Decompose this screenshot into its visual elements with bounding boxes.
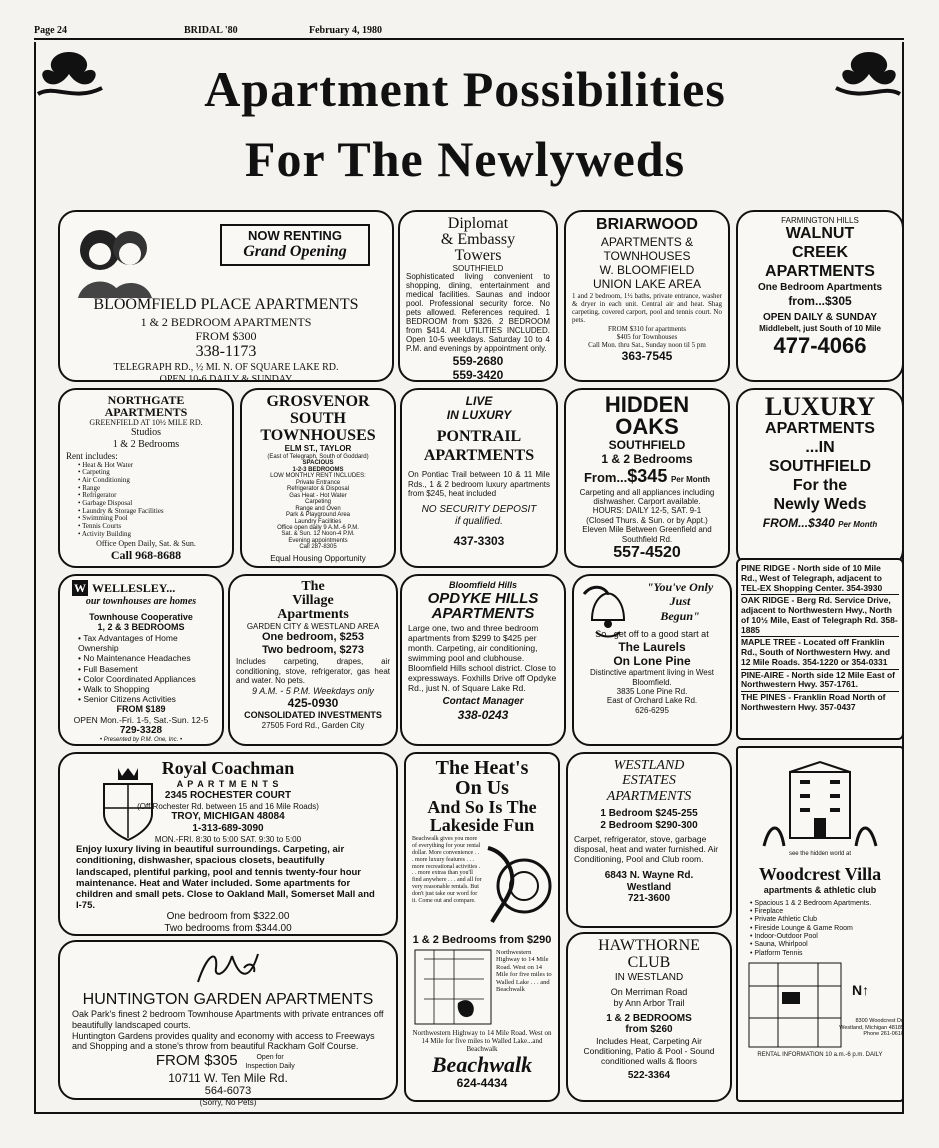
list-item: PINE RIDGE - North side of 10 Mile Rd., West of Telegraph, adjacent to TEL-EX Shopping Center. 354-3930 xyxy=(741,563,899,595)
pontrail-qualified: if qualified. xyxy=(455,516,503,528)
list-item: • Platform Tennis xyxy=(750,950,896,958)
briarwood-line5: UNION LAKE AREA xyxy=(592,277,702,292)
ad-diplomat-embassy xyxy=(398,210,558,382)
lotus-ornament-right-icon xyxy=(834,44,904,106)
hawthorne-beds: 1 & 2 BEDROOMS xyxy=(606,1012,692,1024)
beachwalk-phone: 624-4434 xyxy=(456,1076,508,1091)
luxury-apartments: APARTMENTS xyxy=(765,420,875,437)
grand-opening-badge xyxy=(220,224,370,266)
walnut-phone: 477-4066 xyxy=(773,333,867,359)
list-item: • Heat & Hot Water xyxy=(78,462,226,470)
ad-huntington-garden xyxy=(58,940,398,1107)
lotus-ornament-left-icon xyxy=(34,44,104,106)
grosvenor-line: LOW MONTHLY RENT INCLUDES: xyxy=(270,473,366,480)
luxury-city: SOUTHFIELD xyxy=(768,457,872,475)
royal-address: 2345 ROCHESTER COURT xyxy=(164,789,292,801)
thermostat-hand-icon xyxy=(484,838,558,930)
wellesley-hours: OPEN Mon.-Fri. 1-5, Sat.-Sun. 12-5 xyxy=(73,714,209,725)
ad-pine-listings xyxy=(736,558,904,740)
beachwalk-map-icon xyxy=(414,949,492,1025)
luxury-per-month: Per Month xyxy=(838,520,878,530)
village-hours: 9 A.M. - 5 P.M. Weekdays only xyxy=(252,685,374,696)
luxury-title: LUXURY xyxy=(764,392,876,421)
royal-phone: 1-313-689-3090 xyxy=(192,822,264,834)
woodcrest-address: 8300 Woodcrest Dr. xyxy=(855,1018,904,1025)
opdyke-name1: OPDYKE HILLS xyxy=(427,589,539,607)
laurels-address: 3835 Lone Pine Rd. xyxy=(616,686,688,696)
westland-body: Carpet, refrigerator, stove, garbage disposal, heat and water furnished. Air Conditioning, Pool and Club room. xyxy=(574,833,719,864)
hidden-oaks-price: $345 xyxy=(627,466,668,487)
wellesley-price: FROM $189 xyxy=(116,704,166,715)
diplomat-phone2: 559-3420 xyxy=(452,368,504,383)
wellesley-coop: Townhouse Cooperative xyxy=(89,611,193,622)
northgate-location: GREENFIELD AT 10½ MILE RD. xyxy=(89,418,203,427)
wedding-bells-icon xyxy=(582,580,636,640)
grosvenor-line: Carpeting xyxy=(304,499,331,506)
ad-grosvenor xyxy=(240,388,396,568)
beachwalk-name: Beachwalk xyxy=(431,1052,533,1078)
briarwood-price1: FROM $310 for apartments xyxy=(608,324,686,333)
westland-address: 6843 N. Wayne Rd. xyxy=(604,869,694,881)
village-company: CONSOLIDATED INVESTMENTS xyxy=(244,710,382,721)
ad-northgate xyxy=(58,388,234,568)
hg-monogram-icon xyxy=(188,946,268,988)
list-item: • Walk to Shopping xyxy=(78,684,216,694)
laurels-street: On Lone Pine xyxy=(613,653,691,668)
list-item: • Swimming Pool xyxy=(78,515,226,523)
hidden-oaks-location: Eleven Mile Between Greenfield and Southfield Rd. xyxy=(582,525,712,544)
hawthorne-price: from $260 xyxy=(625,1024,673,1036)
bloomfield-phone: 338-1173 xyxy=(195,343,257,361)
hidden-oaks-body: Carpeting and all appliances including dishwasher. Carport available. xyxy=(579,487,715,506)
beachwalk-body: Beachwalk gives you more of everything for your rental dollar. More convenience . . . more luxury features . . . more recreational activities . . . more extras than you'll find anywhere . . . and all for very reasonable rentals. But don't just take our word for it. Come out and compare. xyxy=(412,836,482,905)
royal-hours: MON.-FRI. 8:30 to 5:00 SAT. 9:30 to 5:00 xyxy=(154,834,302,844)
list-item: THE PINES - Franklin Road North of Northwestern Hwy. 357-0437 xyxy=(741,692,886,712)
list-item: • Sauna, Whirlpool xyxy=(750,941,896,949)
ad-westland-estates xyxy=(566,752,732,928)
list-item: • Indoor-Outdoor Pool xyxy=(750,933,896,941)
grosvenor-line: Refrigerator & Disposal xyxy=(286,486,350,493)
woodcrest-see: see the hidden world at xyxy=(788,850,852,857)
woodcrest-building-icon xyxy=(760,762,880,848)
village-name3: Apartments xyxy=(277,607,349,622)
section-name: BRIDAL '80 xyxy=(184,25,238,36)
grosvenor-line: SPACIOUS xyxy=(302,460,334,467)
walnut-city: FARMINGTON HILLS xyxy=(781,216,859,225)
village-address: 27505 Ford Rd., Garden City xyxy=(261,721,365,731)
ad-the-laurels xyxy=(572,574,732,746)
grosvenor-name2: SOUTH xyxy=(289,409,346,427)
ad-hidden-oaks xyxy=(564,388,730,568)
list-item: • Refrigerator xyxy=(78,492,226,500)
northgate-amenities xyxy=(66,462,226,539)
pontrail-no-deposit: NO SECURITY DEPOSIT xyxy=(421,504,537,516)
ad-wellesley xyxy=(58,574,224,746)
hawthorne-location: On Merriman Road xyxy=(610,987,688,998)
page-header xyxy=(34,24,904,40)
list-item: • Tennis Courts xyxy=(78,523,226,531)
list-item: • Full Basement xyxy=(78,664,216,674)
list-item: • Spacious 1 & 2 Bedroom Apartments. xyxy=(750,900,896,908)
hidden-oaks-per-month: Per Month xyxy=(670,475,711,485)
woodcrest-map-icon xyxy=(748,962,842,1048)
huntington-body1: Oak Park's finest 2 bedroom Townhouse Apartments with private entrances off beautifully landscaped courts. xyxy=(72,1009,384,1031)
beachwalk-beds: 1 & 2 Bedrooms from $290 xyxy=(412,934,552,946)
briarwood-phone: 363-7545 xyxy=(621,349,673,364)
grosvenor-line: Private Entrance xyxy=(295,479,341,486)
bloomfield-type: 1 & 2 BEDROOM APARTMENTS xyxy=(140,314,312,329)
northgate-phone: Call 968-8688 xyxy=(110,547,182,562)
laurels-slogan1: "You've Only xyxy=(646,580,714,594)
pontrail-live: LIVE xyxy=(465,394,493,408)
diplomat-city: SOUTHFIELD xyxy=(452,264,504,273)
westland-name1: WESTLAND xyxy=(613,758,685,773)
hawthorne-phone: 522-3364 xyxy=(627,1070,671,1082)
woodcrest-phone: Phone 261-0610 xyxy=(863,1030,904,1037)
list-item: • Fireside Lounge & Game Room xyxy=(750,925,896,933)
westland-name2: ESTATES xyxy=(622,773,676,789)
hidden-oaks-beds: 1 & 2 Bedrooms xyxy=(601,452,693,467)
hidden-oaks-city: SOUTHFIELD xyxy=(608,438,686,452)
wellesley-presented: • Presented by P.M. One, Inc. • xyxy=(99,736,183,743)
walnut-name2: CREEK xyxy=(791,244,848,262)
ad-pontrail xyxy=(400,388,558,568)
royal-two-bedrooms: Two bedrooms from $344.00 xyxy=(164,923,292,935)
laurels-intro: So...get off to a good start at xyxy=(595,629,709,640)
list-item: • Air Conditioning xyxy=(78,477,226,485)
northgate-name2: APARTMENTS xyxy=(104,405,188,419)
opdyke-phone: 338-0243 xyxy=(457,707,509,722)
beachwalk-head2: On Us xyxy=(455,777,509,799)
opdyke-name2: APARTMENTS xyxy=(431,604,535,622)
westland-two-bedroom: 2 Bedroom $290-300 xyxy=(600,819,698,831)
wellesley-logo-icon: W xyxy=(74,581,86,595)
ad-hawthorne-club xyxy=(566,932,732,1102)
list-item: • Range xyxy=(78,485,226,493)
hidden-oaks-name2: OAKS xyxy=(615,414,679,439)
hawthorne-name1: HAWTHORNE xyxy=(598,937,700,954)
laurels-address2: East of Orchard Lake Rd. xyxy=(606,696,698,706)
huntington-note: (Sorry, No Pets) xyxy=(199,1097,257,1107)
briarwood-line3: TOWNHOUSES xyxy=(603,249,691,264)
hawthorne-name2: CLUB xyxy=(627,953,671,971)
pontrail-body: On Pontiac Trail between 10 & 11 Mile Rds., 1 & 2 bedroom luxury apartments from $245, heat included xyxy=(408,470,550,498)
list-item: • Activity Building xyxy=(78,531,226,539)
grosvenor-line: Laundry Facilities xyxy=(294,518,342,525)
pontrail-phone: 437-3303 xyxy=(453,533,505,548)
beachwalk-head3: And So Is The xyxy=(427,797,537,817)
beachwalk-head4: Lakeside Fun xyxy=(429,815,535,835)
village-name2: Village xyxy=(292,593,334,608)
list-item: • Carpeting xyxy=(78,469,226,477)
pontrail-name1: PONTRAIL xyxy=(436,428,522,446)
walnut-location: Middlebelt, just South of 10 Mile xyxy=(759,323,881,333)
laurels-slogan3: Begun" xyxy=(660,608,700,623)
opdyke-city: Bloomfield Hills xyxy=(448,580,517,590)
wellesley-name: WELLESLEY... xyxy=(92,581,176,595)
woodcrest-city: Westland, Michigan 48185 xyxy=(839,1024,904,1031)
hidden-oaks-name1: HIDDEN xyxy=(604,392,690,417)
grosvenor-line: Range and Oven xyxy=(295,505,341,512)
ad-beachwalk xyxy=(404,752,560,1102)
hawthorne-body: Includes Heat, Carpeting Air Conditioning, Patio & Pool - Sound conditioned walls & floors xyxy=(583,1036,715,1067)
bloomfield-location: TELEGRAPH RD., ½ MI. N. OF SQUARE LAKE RD. xyxy=(113,362,339,374)
hidden-oaks-from: From... xyxy=(583,470,628,486)
laurels-phone: 626-6295 xyxy=(635,705,669,715)
grosvenor-line: (East of Telegraph, South of Goddard) xyxy=(267,453,369,460)
hidden-oaks-hours: HOURS: DAILY 12-5, SAT. 9-1 xyxy=(592,506,702,516)
briarwood-line4: W. BLOOMFIELD xyxy=(599,263,695,278)
walnut-unit: One Bedroom Apartments xyxy=(757,282,883,294)
badge-text: NOW RENTING xyxy=(248,228,342,243)
hawthorne-location2: by Ann Arbor Trail xyxy=(613,998,685,1008)
woodcrest-features xyxy=(744,900,896,959)
walnut-name3: APARTMENTS xyxy=(765,263,875,281)
pontrail-luxury: IN LUXURY xyxy=(446,408,512,423)
westland-name3: APARTMENTS xyxy=(606,788,692,804)
westland-city: Westland xyxy=(626,881,672,893)
grosvenor-name3: TOWNHOUSES xyxy=(260,426,376,444)
grosvenor-name1: GROSVENOR xyxy=(266,393,370,410)
ad-bloomfield-place xyxy=(58,210,394,385)
grosvenor-line: Sat. & Sun. 12 Noon-4 P.M. xyxy=(281,531,355,538)
grosvenor-eho: Equal Housing Opportunity xyxy=(270,553,366,563)
huntington-name: HUNTINGTON GARDEN APARTMENTS xyxy=(82,990,374,1008)
laurels-body: Distinctive apartment living in West Bloomfield. xyxy=(590,668,714,687)
northgate-studios: Studios xyxy=(130,427,161,439)
northgate-rent-label: Rent includes: xyxy=(66,451,118,462)
ad-walnut-creek xyxy=(736,210,904,382)
grosvenor-line: Evening appointments xyxy=(288,537,348,544)
hawthorne-city: IN WESTLAND xyxy=(614,971,684,983)
briarwood-line2: APARTMENTS & xyxy=(600,234,694,249)
list-item: • Color Coordinated Appliances xyxy=(78,674,216,684)
luxury-for-the: For the xyxy=(792,476,848,494)
wellesley-tagline: our townhouses are homes xyxy=(85,596,197,607)
briarwood-body: 1 and 2 bedroom, 1½ baths, private entrance, washer & dryer in each unit. Central air and heat. Shag carpeting, covered carport, pool and tennis court. No pets. xyxy=(572,291,722,325)
woodcrest-sub: apartments & athletic club xyxy=(763,884,877,895)
grosvenor-details xyxy=(248,454,388,551)
grosvenor-line: Office open daily 9 A.M.-6 P.M. xyxy=(277,524,359,531)
walnut-open: OPEN DAILY & SUNDAY xyxy=(762,312,878,324)
diplomat-name2: & Embassy xyxy=(440,231,516,248)
luxury-in: ...IN xyxy=(805,438,835,456)
north-arrow-icon: N↑ xyxy=(852,982,870,999)
westland-phone: 721-3600 xyxy=(627,893,671,905)
bloomfield-hours: OPEN 10-6 DAILY & SUNDAY xyxy=(159,373,293,385)
list-item: PINE-AIRE - North side 12 Mile East of Northwestern Hwy. 357-1761. xyxy=(741,670,899,693)
bloomfield-name: BLOOMFIELD PLACE APARTMENTS xyxy=(93,296,359,313)
list-item: MAPLE TREE - Located off Franklin Rd., South of Northwestern Hwy. and 12 Mile Roads. 354-1220 or 354-0331 xyxy=(741,637,899,669)
royal-sub: A P A R T M E N T S xyxy=(176,779,280,790)
list-item: • Garbage Disposal xyxy=(78,500,226,508)
opdyke-contact: Contact Manager xyxy=(442,695,524,707)
beachwalk-directions: Northwestern Highway to 14 Mile Road. West on 14 Mile for five miles to Walled Lake...and Beachwalk xyxy=(412,1028,552,1054)
ad-briarwood xyxy=(564,210,730,382)
grosvenor-line: Gas Heat - Hot Water xyxy=(289,492,347,499)
village-one-bedroom: One bedroom, $253 xyxy=(261,631,365,644)
list-item: • No Maintenance Headaches xyxy=(78,653,216,663)
beachwalk-head1: The Heat's xyxy=(435,757,529,779)
laurels-name: The Laurels xyxy=(618,639,686,654)
issue-date: February 4, 1980 xyxy=(309,25,383,36)
huntington-price: FROM $305 xyxy=(155,1051,238,1069)
hidden-oaks-phone: 557-4520 xyxy=(613,544,681,562)
list-item: OAK RIDGE - Berg Rd. Service Drive, adjacent to Northwestern Hwy., North of 10½ Mile, East of Telegraph Rd. 358-1885 xyxy=(741,595,899,637)
beachwalk-map-note: Northwestern Highway to 14 Mile Road. West on 14 Mile for five miles to Walled Lake . . . and Beachwalk xyxy=(496,948,552,994)
northgate-office: Office Open Daily, Sat. & Sun. xyxy=(96,538,196,548)
ad-woodcrest-villa xyxy=(736,746,904,1102)
northgate-name1: NORTHGATE xyxy=(107,393,185,407)
diplomat-name1: Diplomat xyxy=(447,215,509,232)
royal-city: TROY, MICHIGAN 48084 xyxy=(171,811,285,823)
northgate-bedrooms: 1 & 2 Bedrooms xyxy=(112,439,180,451)
page-title-line1: Apartment Possibilities xyxy=(204,61,726,117)
royal-address2: (Off Rochester Rd. between 15 and 16 Mile Roads) xyxy=(137,801,319,811)
westland-one-bedroom: 1 Bedroom $245-255 xyxy=(600,808,698,820)
list-item: • Senior Citizens Activities xyxy=(78,694,216,704)
list-item: • Tax Advantages of Home Ownership xyxy=(78,633,216,653)
briarwood-name: BRIARWOOD xyxy=(596,216,698,233)
badge-script: Grand Opening xyxy=(243,243,347,261)
opdyke-body: Large one, two and three bedroom apartments from $299 to $425 per month. Carpeting, air conditioning, swimming pool and clubhouse. Bloomfield Hills school district. Close to expressways. Foxhills Drive off Opdyke Rd., just N. of Square Lake Rd. xyxy=(408,622,557,693)
pontrail-name2: APARTMENTS xyxy=(423,447,535,465)
royal-body: Enjoy luxury living in beautiful surroundings. Carpeting, air conditioning, dishwasher, spacious closets, beautifully landscaped, plentiful parking, pool and tennis twenty-four hour maintenance. Heat and Water included. Some apartments for children and small pets. Close to Oakland Mall, Somerset Mall and I-75. xyxy=(76,844,375,912)
grosvenor-line: Call 287-8305 xyxy=(299,544,337,551)
diplomat-phone1: 559-2680 xyxy=(452,354,504,369)
royal-one-bedroom: One bedroom from $322.00 xyxy=(166,911,290,923)
village-body: Includes carpeting, drapes, air conditioning, stove, refrigerator, gas heat and water. No pets. xyxy=(236,657,390,686)
huntington-address: 10711 W. Ten Mile Rd. xyxy=(168,1070,288,1085)
diplomat-body: Sophisticated living convenient to shopping, dining, entertainment and medical facilities. Saunas and indoor pool. Professional security force. No pets allowed. References required. 1 BEDROOM from $326. 2 BEDROOM from $414. All UTILITIES INCLUDED. Open 10-5 weekdays. Saturday 10 to 4 P.M. and evenings by appointment only. xyxy=(406,272,550,354)
grosvenor-location: ELM ST., TAYLOR xyxy=(284,444,352,454)
list-item: • Laundry & Storage Facilities xyxy=(78,508,226,516)
village-area: GARDEN CITY & WESTLAND AREA xyxy=(246,622,380,631)
grosvenor-line: 1-2-3 BEDROOMS xyxy=(292,466,344,473)
page-number: Page 24 xyxy=(34,25,68,36)
village-name1: The xyxy=(301,579,325,594)
briarwood-price2: $405 for Townhouses xyxy=(616,332,678,341)
briarwood-call: Call Mon. thru Sat., Sunday noon til 5 pm xyxy=(588,341,706,349)
hidden-oaks-closed: (Closed Thurs. & Sun. or by Appt.) xyxy=(586,515,708,525)
woodcrest-rental: RENTAL INFORMATION 10 a.m.-6 p.m. DAILY xyxy=(757,1052,883,1059)
village-phone: 425-0930 xyxy=(287,696,339,711)
wellesley-beds: 1, 2 & 3 BEDROOMS xyxy=(97,622,185,633)
walnut-name1: WALNUT xyxy=(785,225,855,243)
village-two-bedroom: Two bedroom, $273 xyxy=(262,644,364,657)
huntington-body2: Huntington Gardens provides quality and economy with access to Freeways and Shopping and a stone's throw from beautiful Rackham Golf Course. xyxy=(72,1030,375,1052)
page-title-line2: For The Newlyweds xyxy=(244,131,686,187)
coachman-crest-icon xyxy=(96,764,160,844)
wellesley-phone: 729-3328 xyxy=(119,724,163,736)
couple-portrait-icon xyxy=(70,218,160,298)
wellesley-features xyxy=(66,633,216,704)
ad-royal-coachman xyxy=(58,752,398,936)
royal-name: Royal Coachman xyxy=(161,758,295,778)
ad-luxury-southfield xyxy=(736,388,904,568)
bloomfield-price: FROM $300 xyxy=(195,329,257,344)
grosvenor-line: Park & Playground Area xyxy=(285,512,351,519)
list-item: • Private Athletic Club xyxy=(750,916,896,924)
walnut-price: from...$305 xyxy=(788,293,852,308)
luxury-price: FROM...$340 xyxy=(762,516,835,531)
ad-village-apartments xyxy=(228,574,398,746)
huntington-phone: 564-6073 xyxy=(204,1084,252,1097)
woodcrest-name: Woodcrest Villa xyxy=(758,863,882,884)
luxury-newly-weds: Newly Weds xyxy=(773,495,867,513)
list-item: • Fireplace xyxy=(750,908,896,916)
laurels-slogan2: Just xyxy=(669,594,691,609)
diplomat-name3: Towers xyxy=(454,247,502,264)
huntington-open: Open for Inspection Daily xyxy=(245,1054,295,1070)
ad-opdyke-hills xyxy=(400,574,566,746)
